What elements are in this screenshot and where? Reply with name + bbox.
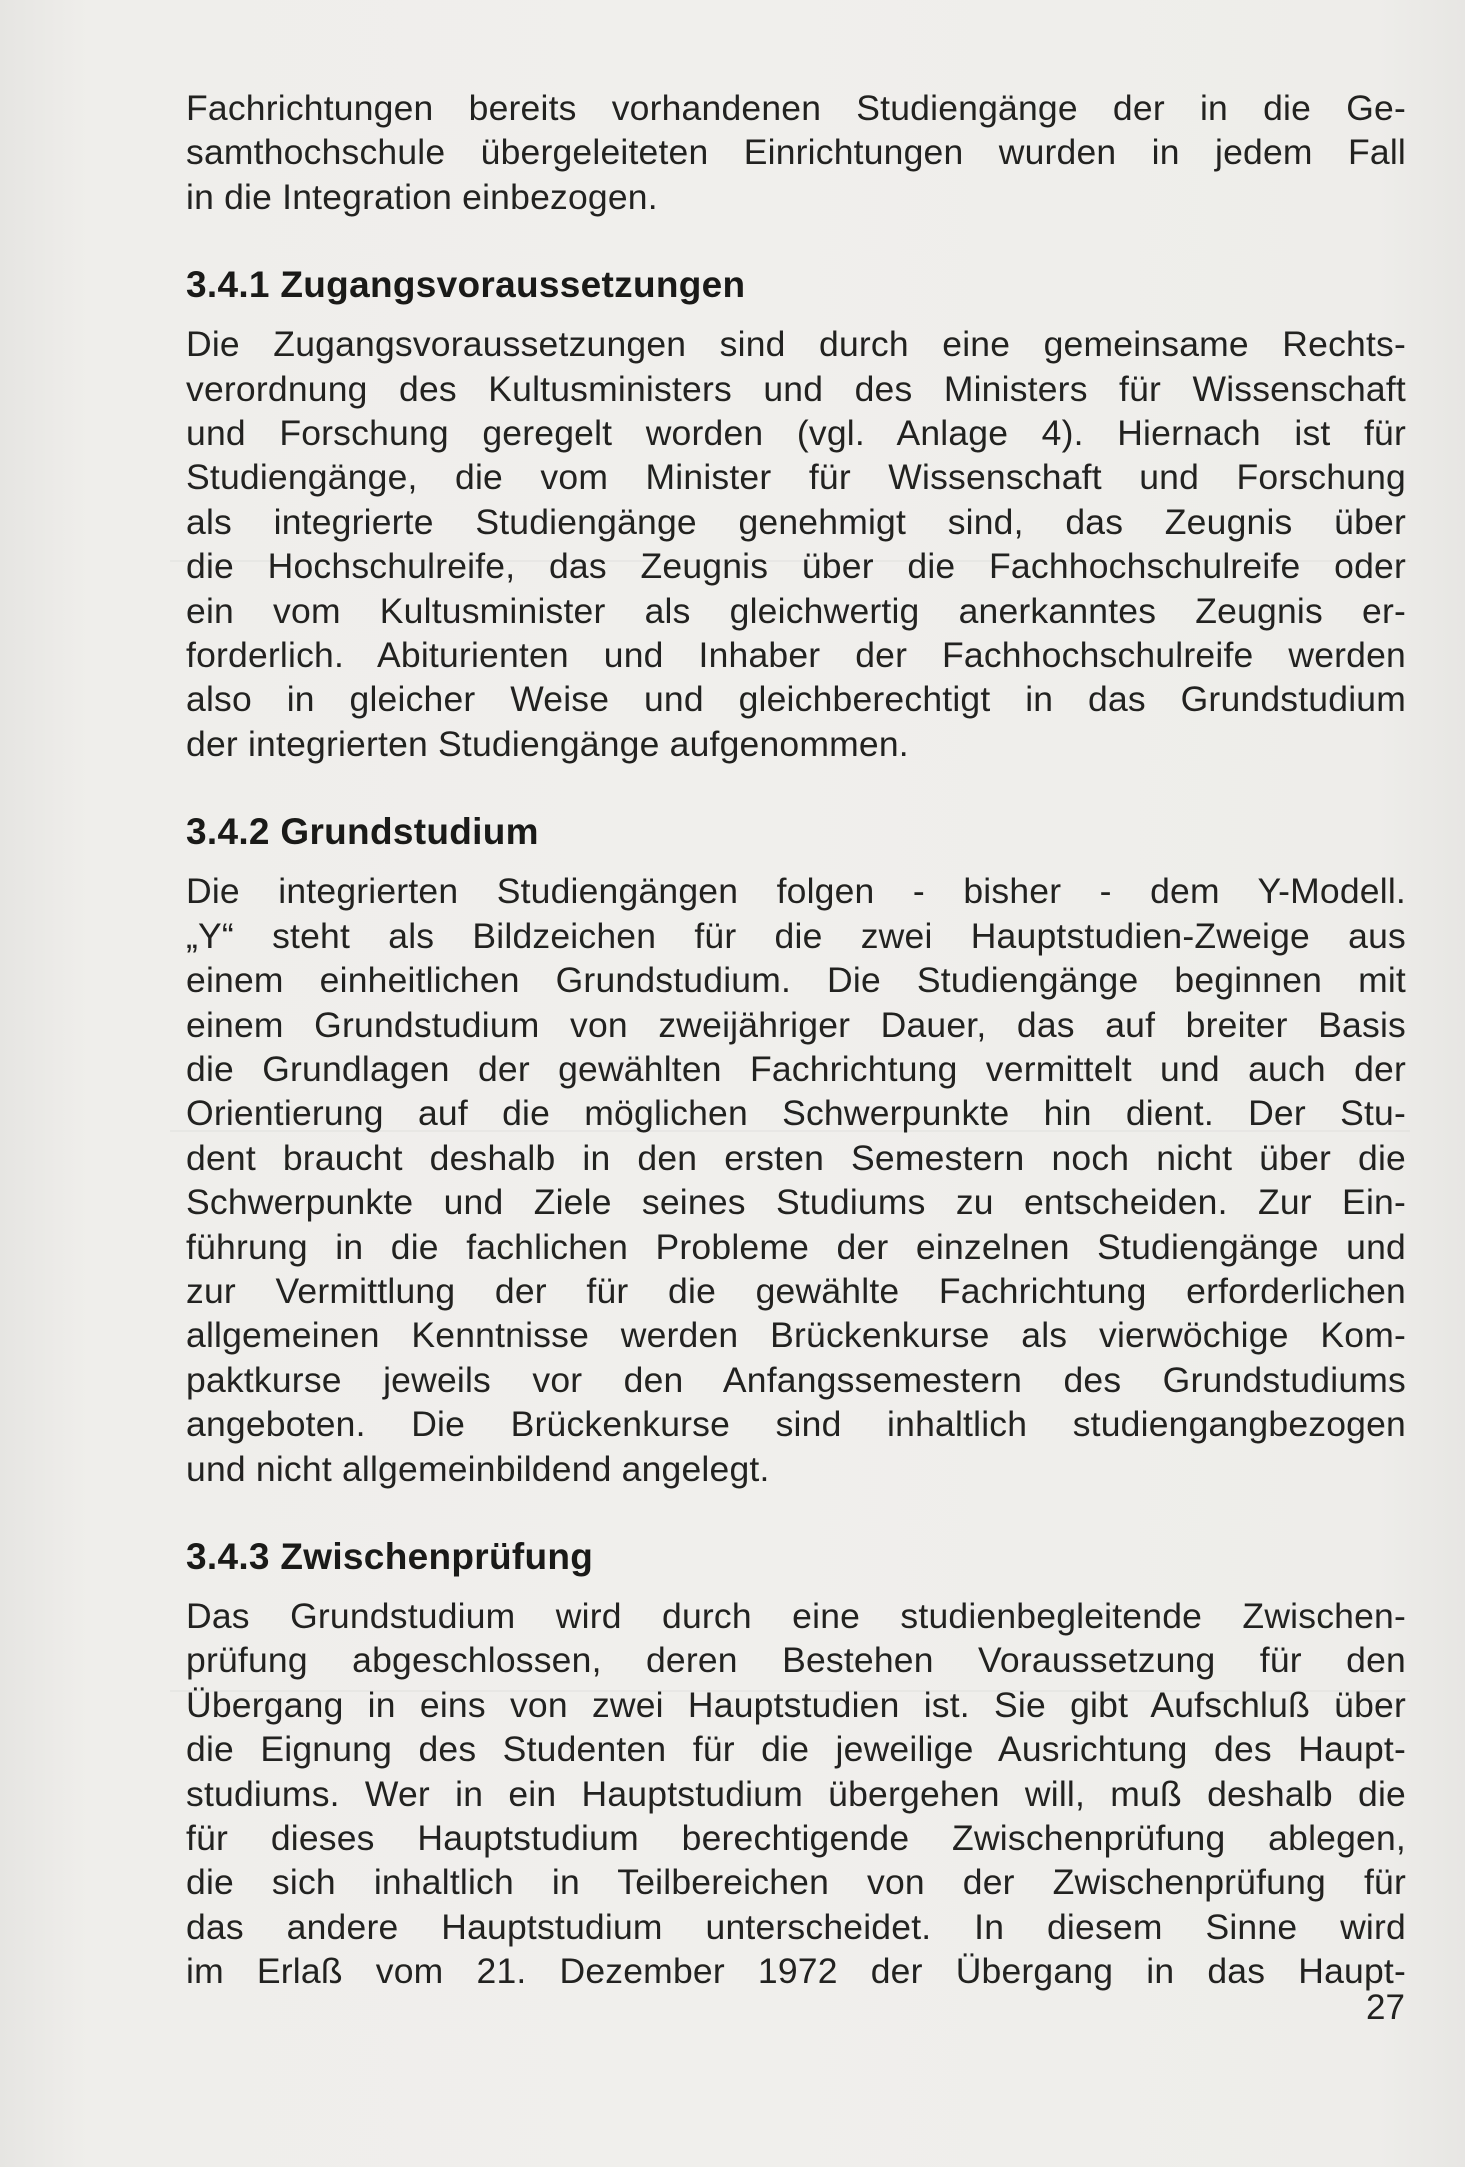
text-line: samthochschule übergeleiteten Einrichtungen wurden in jedem Fall bbox=[186, 132, 1406, 173]
text-line: Orientierung auf die möglichen Schwerpunkte hin dient. Der Stu- bbox=[186, 1093, 1406, 1134]
text-line: Studiengänge, die vom Minister für Wissenschaft und Forschung bbox=[186, 457, 1406, 498]
page-number: 27 bbox=[1366, 1988, 1405, 2027]
text-line: „Y“ steht als Bildzeichen für die zwei Hauptstudien-Zweige aus bbox=[186, 915, 1406, 956]
text-line: einem einheitlichen Grundstudium. Die Studiengänge beginnen mit bbox=[186, 960, 1406, 1001]
text-line: forderlich. Abiturienten und Inhaber der Fachhochschulreife werden bbox=[186, 635, 1406, 676]
text-line: die Hochschulreife, das Zeugnis über die Fachhochschulreife oder bbox=[186, 546, 1406, 587]
text-line: der integrierten Studiengänge aufgenommen. bbox=[186, 723, 909, 764]
text-line: Die integrierten Studiengängen folgen - bisher - dem Y-Modell. bbox=[186, 871, 1406, 912]
section-paragraph-grundstudium bbox=[186, 869, 1406, 1491]
text-line: in die Integration einbezogen. bbox=[186, 176, 658, 217]
text-line: und nicht allgemeinbildend angelegt. bbox=[186, 1448, 770, 1489]
text-line: führung in die fachlichen Probleme der einzelnen Studiengänge und bbox=[186, 1226, 1406, 1267]
section-heading-zwischenpruefung: 3.4.3 Zwischenprüfung bbox=[186, 1535, 594, 1577]
text-line: für dieses Hauptstudium berechtigende Zwischenprüfung ablegen, bbox=[186, 1818, 1406, 1858]
text-line: die Eignung des Studenten für die jeweilige Ausrichtung des Haupt- bbox=[186, 1729, 1406, 1770]
text-line: und Forschung geregelt worden (vgl. Anlage 4). Hiernach ist für bbox=[186, 413, 1406, 454]
text-line: dent braucht deshalb in den ersten Semestern noch nicht über die bbox=[186, 1137, 1406, 1178]
text-line: zur Vermittlung der für die gewählte Fachrichtung erforderlichen bbox=[186, 1270, 1406, 1311]
section-heading-zugangsvoraussetzungen: 3.4.1 Zugangsvoraussetzungen bbox=[186, 264, 746, 306]
text-line: also in gleicher Weise und gleichberechtigt in das Grundstudium bbox=[186, 679, 1406, 720]
text-line: Das Grundstudium wird durch eine studienbegleitende Zwischen- bbox=[186, 1595, 1406, 1636]
text-line: paktkurse jeweils vor den Anfangssemestern des Grundstudiums bbox=[186, 1359, 1406, 1400]
text-line: die sich inhaltlich in Teilbereichen von der Zwischenprüfung für bbox=[186, 1862, 1406, 1903]
text-line: verordnung des Kultusministers und des Ministers für Wissenschaft bbox=[186, 368, 1406, 409]
text-line: die Grundlagen der gewählten Fachrichtung vermittelt und auch der bbox=[186, 1048, 1406, 1089]
text-line: allgemeinen Kenntnisse werden Brückenkurse als vierwöchige Kom- bbox=[186, 1315, 1406, 1356]
text-line: Übergang in eins von zwei Hauptstudien ist. Sie gibt Aufschluß über bbox=[186, 1684, 1406, 1725]
section-paragraph-zwischenpruefung bbox=[186, 1594, 1406, 1994]
section-heading-grundstudium: 3.4.2 Grundstudium bbox=[186, 811, 539, 853]
text-line: Fachrichtungen bereits vorhandenen Studiengänge der in die Ge- bbox=[186, 88, 1406, 128]
text-line: als integrierte Studiengänge genehmigt sind, das Zeugnis über bbox=[186, 501, 1406, 542]
intro-paragraph bbox=[186, 86, 1406, 219]
text-line: im Erlaß vom 21. Dezember 1972 der Übergang in das Haupt- bbox=[186, 1951, 1406, 1992]
text-line: Schwerpunkte und Ziele seines Studiums zu entscheiden. Zur Ein- bbox=[186, 1182, 1406, 1223]
text-line: Die Zugangsvoraussetzungen sind durch eine gemeinsame Rechts- bbox=[186, 324, 1406, 365]
text-line: ein vom Kultusminister als gleichwertig anerkanntes Zeugnis er- bbox=[186, 590, 1406, 631]
text-line: prüfung abgeschlossen, deren Bestehen Voraussetzung für den bbox=[186, 1640, 1406, 1681]
text-line: angeboten. Die Brückenkurse sind inhaltlich studiengangbezogen bbox=[186, 1404, 1406, 1445]
section-paragraph-zugangsvoraussetzungen bbox=[186, 322, 1406, 766]
page-content bbox=[186, 86, 1406, 1994]
text-line: studiums. Wer in ein Hauptstudium übergehen will, muß deshalb die bbox=[186, 1773, 1406, 1814]
text-line: einem Grundstudium von zweijähriger Dauer, das auf breiter Basis bbox=[186, 1004, 1406, 1045]
text-line: das andere Hauptstudium unterscheidet. In diesem Sinne wird bbox=[186, 1906, 1406, 1947]
